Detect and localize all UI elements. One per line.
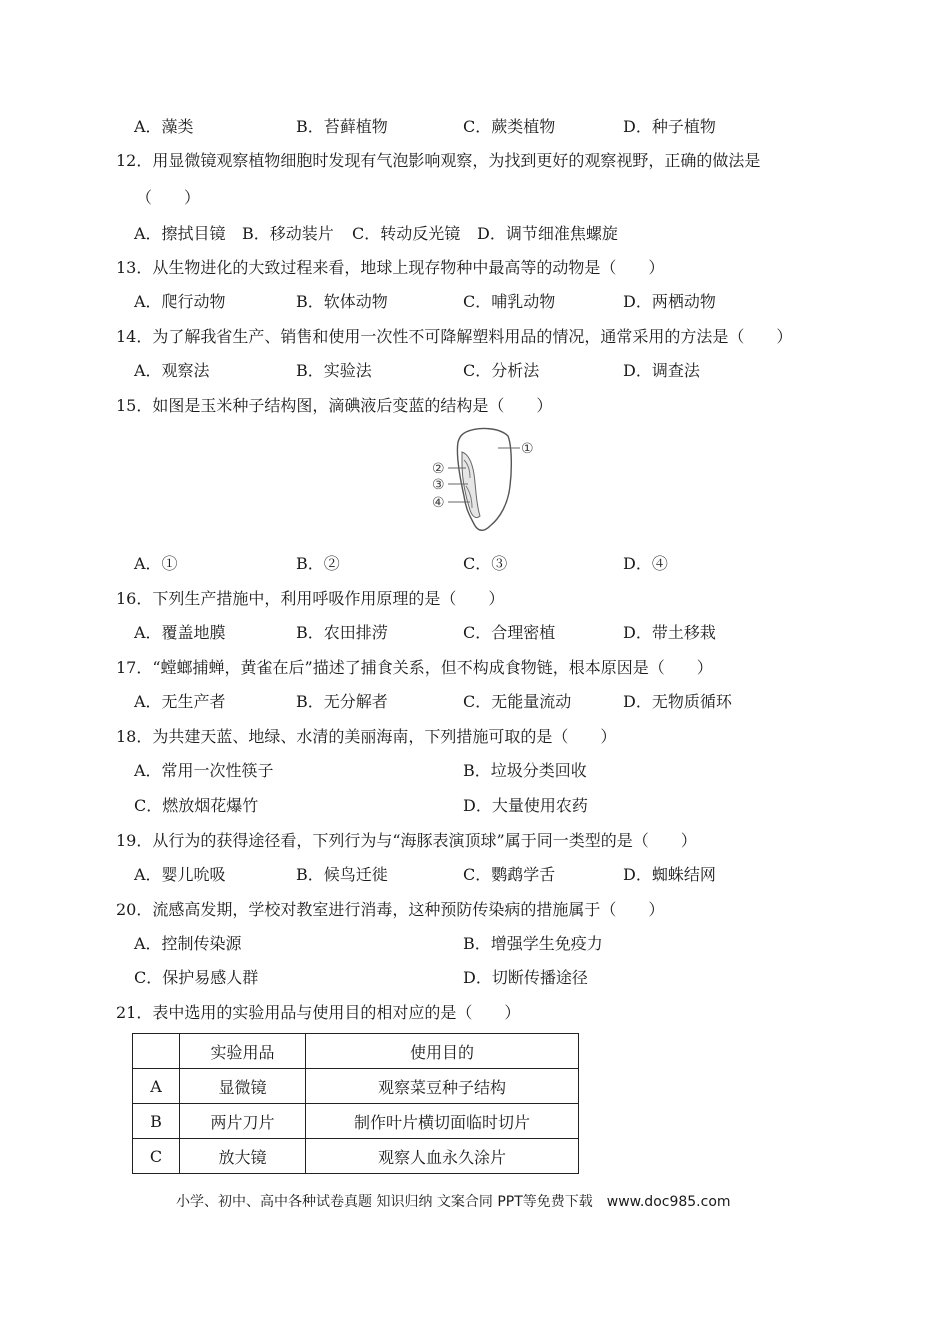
table-header-cell: 使用目的 [306, 1034, 579, 1069]
table-header-row [133, 1034, 579, 1069]
q17-stem: 17．“螳螂捕蝉，黄雀在后”描述了捕食关系，但不构成食物链，根本原因是（ ） [116, 658, 713, 677]
q20-option-c: C．保护易感人群 [134, 968, 259, 987]
q15-option-a: A．① [134, 554, 178, 573]
q13-option-b: B．软体动物 [296, 292, 388, 311]
q15-stem: 15．如图是玉米种子结构图，滴碘液后变蓝的结构是（ ） [116, 396, 553, 415]
q19-option-a: A．婴儿吮吸 [134, 865, 226, 884]
table-cell: 显微镜 [180, 1069, 306, 1104]
q12-option-b: B．移动装片 [242, 224, 334, 243]
q15-option-b: B．② [296, 554, 340, 573]
q19-option-d: D．蜘蛛结网 [623, 865, 716, 884]
page-footer: 小学、初中、高中各种试卷真题 知识归纳 文案合同 PPT等免费下载 www.doc985.com [176, 1194, 731, 1210]
corn-seed-diagram [428, 424, 544, 536]
q20-option-a: A．控制传染源 [134, 934, 242, 953]
q13-option-c: C．哺乳动物 [463, 292, 556, 311]
q14-stem: 14．为了解我省生产、销售和使用一次性不可降解塑料用品的情况，通常采用的方法是（ ） [116, 327, 793, 346]
q16-option-c: C．合理密植 [463, 623, 556, 642]
table-cell: 两片刀片 [180, 1104, 306, 1139]
table-header-cell: 实验用品 [180, 1034, 306, 1069]
q11-option-d: D．种子植物 [623, 117, 716, 136]
q19-option-b: B．候鸟迁徙 [296, 865, 388, 884]
q18-stem: 18．为共建天蓝、地绿、水清的美丽海南，下列措施可取的是（ ） [116, 727, 617, 746]
table-cell: C [133, 1139, 180, 1174]
q12-option-a: A．擦拭目镜 [134, 224, 226, 243]
q17-option-c: C．无能量流动 [463, 692, 572, 711]
table-cell: 观察菜豆种子结构 [306, 1069, 579, 1104]
table-cell: 放大镜 [180, 1139, 306, 1174]
corn-seed-figure [428, 424, 544, 536]
table-cell: A [133, 1069, 180, 1104]
figure-label-4: ④ [432, 495, 445, 511]
q16-option-b: B．农田排涝 [296, 623, 388, 642]
experiment-table [132, 1033, 579, 1174]
q13-option-d: D．两栖动物 [623, 292, 716, 311]
table-row [133, 1104, 579, 1139]
q20-stem: 20．流感高发期，学校对教室进行消毒，这种预防传染病的措施属于（ ） [116, 900, 665, 919]
table-cell: 制作叶片横切面临时切片 [306, 1104, 579, 1139]
q17-option-d: D．无物质循环 [623, 692, 732, 711]
q17-option-b: B．无分解者 [296, 692, 388, 711]
q11-option-c: C．蕨类植物 [463, 117, 556, 136]
q21-stem: 21．表中选用的实验用品与使用目的相对应的是（ ） [116, 1003, 521, 1022]
q17-option-a: A．无生产者 [134, 692, 226, 711]
q18-option-b: B．垃圾分类回收 [463, 761, 587, 780]
q12-option-d: D．调节细准焦螺旋 [477, 224, 618, 243]
q13-stem: 13．从生物进化的大致过程来看，地球上现存物种中最高等的动物是（ ） [116, 258, 665, 277]
table-cell: B [133, 1104, 180, 1139]
q15-option-c: C．③ [463, 554, 508, 573]
q14-option-b: B．实验法 [296, 361, 372, 380]
table-row [133, 1139, 579, 1174]
q19-option-c: C．鹦鹉学舌 [463, 865, 556, 884]
q12-option-c: C．转动反光镜 [352, 224, 461, 243]
q16-stem: 16．下列生产措施中，利用呼吸作用原理的是（ ） [116, 589, 505, 608]
q18-option-c: C．燃放烟花爆竹 [134, 796, 259, 815]
q13-option-a: A．爬行动物 [134, 292, 226, 311]
table-cell: 观察人血永久涂片 [306, 1139, 579, 1174]
table-header-cell [133, 1034, 180, 1069]
q20-option-b: B．增强学生免疫力 [463, 934, 603, 953]
q14-option-a: A．观察法 [134, 361, 210, 380]
q12-stem-cont: （ ） [136, 188, 201, 207]
q11-option-b: B．苔藓植物 [296, 117, 388, 136]
q16-option-a: A．覆盖地膜 [134, 623, 226, 642]
q14-option-d: D．调查法 [623, 361, 700, 380]
q12-stem: 12．用显微镜观察植物细胞时发现有气泡影响观察，为找到更好的观察视野，正确的做法是 [116, 151, 761, 170]
q20-option-d: D．切断传播途径 [463, 968, 588, 987]
q18-option-a: A．常用一次性筷子 [134, 761, 274, 780]
q11-option-a: A．藻类 [134, 117, 194, 136]
q15-option-d: D．④ [623, 554, 668, 573]
q18-option-d: D．大量使用农药 [463, 796, 588, 815]
figure-label-2: ② [432, 461, 445, 477]
table-row [133, 1069, 579, 1104]
embryo-region [462, 452, 480, 518]
q14-option-c: C．分析法 [463, 361, 540, 380]
q19-stem: 19．从行为的获得途径看，下列行为与“海豚表演顶球”属于同一类型的是（ ） [116, 831, 697, 850]
q16-option-d: D．带土移栽 [623, 623, 716, 642]
figure-label-1: ① [521, 441, 534, 457]
figure-label-3: ③ [432, 477, 445, 493]
